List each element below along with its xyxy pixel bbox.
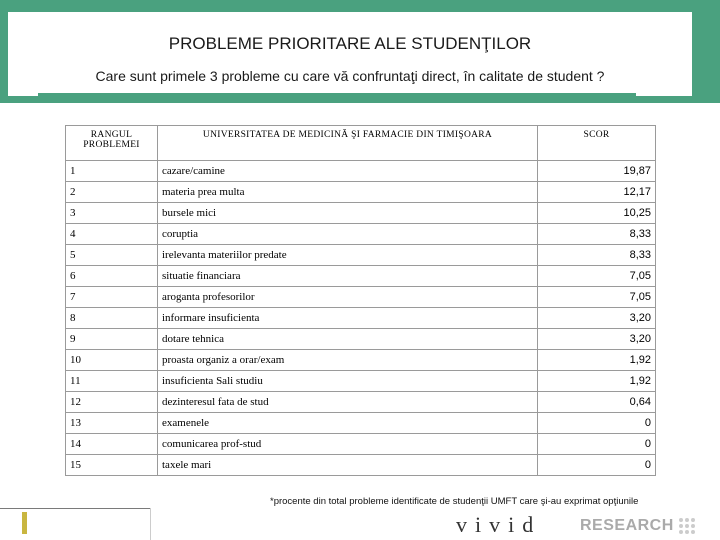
table-row bbox=[66, 413, 656, 434]
row-score: 0 bbox=[538, 455, 656, 476]
subtitle-box bbox=[8, 58, 692, 96]
row-score: 7,05 bbox=[538, 287, 656, 308]
row-rank: 8 bbox=[66, 308, 158, 329]
table-body bbox=[66, 161, 656, 476]
table-row bbox=[66, 371, 656, 392]
table-row bbox=[66, 266, 656, 287]
footer-accent-bar bbox=[22, 512, 27, 534]
row-score: 0 bbox=[538, 434, 656, 455]
table-row bbox=[66, 329, 656, 350]
row-score: 19,87 bbox=[538, 161, 656, 182]
row-problem: comunicarea prof-stud bbox=[158, 434, 538, 455]
table-header-row bbox=[66, 126, 656, 161]
row-rank: 5 bbox=[66, 245, 158, 266]
table-row bbox=[66, 203, 656, 224]
row-problem: irelevanta materiilor predate bbox=[158, 245, 538, 266]
row-problem: proasta organiz a orar/exam bbox=[158, 350, 538, 371]
page-title: PROBLEME PRIORITARE ALE STUDENŢILOR bbox=[168, 34, 532, 53]
header-rank: RANGUL PROBLEMEI bbox=[66, 126, 158, 161]
row-problem: aroganta profesorilor bbox=[158, 287, 538, 308]
table-row bbox=[66, 350, 656, 371]
row-score: 3,20 bbox=[538, 329, 656, 350]
footer-rule bbox=[0, 508, 150, 509]
row-rank: 6 bbox=[66, 266, 158, 287]
logo-dots-icon bbox=[678, 517, 696, 535]
row-problem: bursele mici bbox=[158, 203, 538, 224]
row-problem: dezinteresul fata de stud bbox=[158, 392, 538, 413]
page-subtitle: Care sunt primele 3 probleme cu care vă confruntaţi direct, în calitate de student ? bbox=[95, 68, 605, 84]
vivid-research-logo bbox=[456, 512, 716, 538]
row-problem: informare insuficienta bbox=[158, 308, 538, 329]
table-row bbox=[66, 224, 656, 245]
footnote: *procente din total probleme identificate de studenţii UMFT care şi-au exprimat opţiunile bbox=[270, 496, 639, 507]
row-score: 0,64 bbox=[538, 392, 656, 413]
row-rank: 3 bbox=[66, 203, 158, 224]
subtitle-underline bbox=[38, 93, 636, 96]
table-row bbox=[66, 161, 656, 182]
table-row bbox=[66, 245, 656, 266]
table-row bbox=[66, 182, 656, 203]
row-rank: 2 bbox=[66, 182, 158, 203]
row-score: 8,33 bbox=[538, 224, 656, 245]
row-rank: 7 bbox=[66, 287, 158, 308]
row-rank: 9 bbox=[66, 329, 158, 350]
row-problem: materia prea multa bbox=[158, 182, 538, 203]
table-row bbox=[66, 392, 656, 413]
row-problem: taxele mari bbox=[158, 455, 538, 476]
row-problem: coruptia bbox=[158, 224, 538, 245]
table-row bbox=[66, 455, 656, 476]
row-score: 8,33 bbox=[538, 245, 656, 266]
table-row bbox=[66, 287, 656, 308]
row-rank: 13 bbox=[66, 413, 158, 434]
header-score: SCOR bbox=[538, 126, 656, 161]
header-university: UNIVERSITATEA DE MEDICINĂ ŞI FARMACIE DIN TIMIŞOARA bbox=[158, 126, 538, 161]
table-row bbox=[66, 434, 656, 455]
row-problem: situatie financiara bbox=[158, 266, 538, 287]
logo-word: vivid bbox=[456, 512, 542, 537]
row-score: 0 bbox=[538, 413, 656, 434]
row-problem: insuficienta Sali studiu bbox=[158, 371, 538, 392]
row-score: 7,05 bbox=[538, 266, 656, 287]
row-rank: 15 bbox=[66, 455, 158, 476]
row-score: 1,92 bbox=[538, 371, 656, 392]
row-score: 10,25 bbox=[538, 203, 656, 224]
problems-table bbox=[65, 125, 656, 476]
row-score: 3,20 bbox=[538, 308, 656, 329]
row-rank: 11 bbox=[66, 371, 158, 392]
row-rank: 4 bbox=[66, 224, 158, 245]
row-rank: 10 bbox=[66, 350, 158, 371]
logo-research: RESEARCH bbox=[580, 517, 674, 534]
row-rank: 1 bbox=[66, 161, 158, 182]
row-score: 1,92 bbox=[538, 350, 656, 371]
row-rank: 12 bbox=[66, 392, 158, 413]
row-problem: examenele bbox=[158, 413, 538, 434]
table-row bbox=[66, 308, 656, 329]
row-problem: cazare/camine bbox=[158, 161, 538, 182]
row-score: 12,17 bbox=[538, 182, 656, 203]
row-problem: dotare tehnica bbox=[158, 329, 538, 350]
title-box bbox=[8, 12, 692, 58]
row-rank: 14 bbox=[66, 434, 158, 455]
